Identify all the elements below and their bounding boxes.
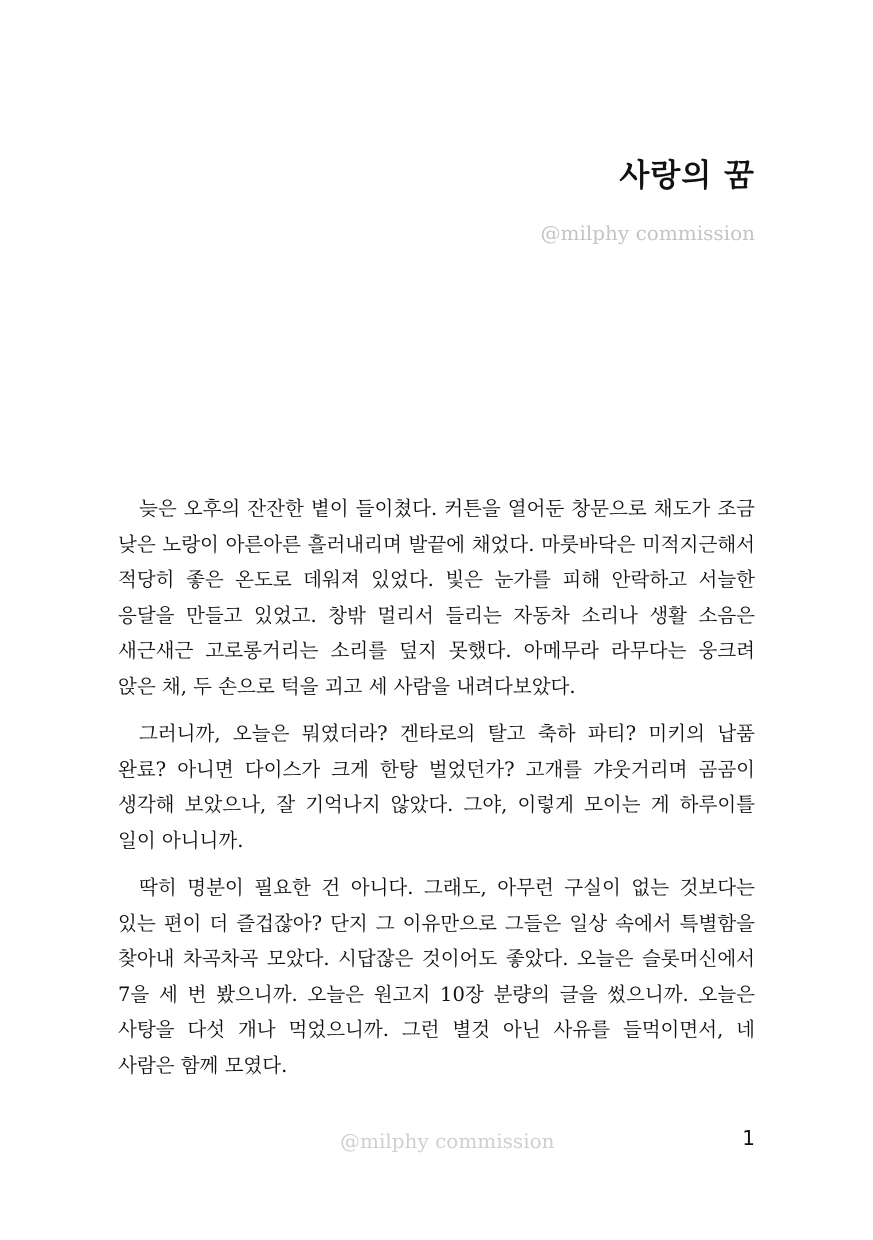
body-text <box>118 491 755 1095</box>
paragraph-3: 딱히 명분이 필요한 건 아니다. 그래도, 아무런 구실이 없는 것보다는 있는 편이 더 즐겁잖아? 단지 그 이유만으로 그들은 일상 속에서 특별함을 찾아내 차곡차곡 모았다. 시답잖은 것이어도 좋았다. 오늘은 슬롯머신에서 7을 세 번 봤으니까. 오늘은 원고지 10장 분량의 글을 썼으니까. 오늘은 사탕을 다섯 개나 먹었으니까. 그런 별것 아닌 사유를 들먹이면서, 네 사람은 함께 모였다. <box>118 876 755 1077</box>
footer-watermark: @milphy commission <box>340 1129 555 1153</box>
page-number: 1 <box>742 1126 755 1150</box>
title-watermark: @milphy commission <box>540 221 755 245</box>
paragraph-1: 늦은 오후의 잔잔한 볕이 들이쳤다. 커튼을 열어둔 창문으로 채도가 조금 낮은 노랑이 아른아른 흘러내리며 발끝에 채었다. 마룻바닥은 미적지근해서 적당히 좋은 온도로 데워져 있었다. 빛은 눈가를 피해 안락하고 서늘한 응달을 만들고 있었고. 창밖 멀리서 들리는 자동차 소리나 생활 소음은 새근새근 고로롱거리는 소리를 덮지 못했다. 아메무라 라무다는 웅크려 앉은 채, 두 손으로 턱을 괴고 세 사람을 내려다보았다. <box>118 497 755 698</box>
paragraph-2: 그러니까, 오늘은 뭐였더라? 겐타로의 탈고 축하 파티? 미키의 납품 완료? 아니면 다이스가 크게 한탕 벌었던가? 고개를 갸웃거리며 곰곰이 생각해 보았으나, 잘 기억나지 않았다. 그야, 이렇게 모이는 게 하루이틀 일이 아니니까. <box>118 722 755 852</box>
page-title: 사랑의 꿈 <box>619 158 755 194</box>
